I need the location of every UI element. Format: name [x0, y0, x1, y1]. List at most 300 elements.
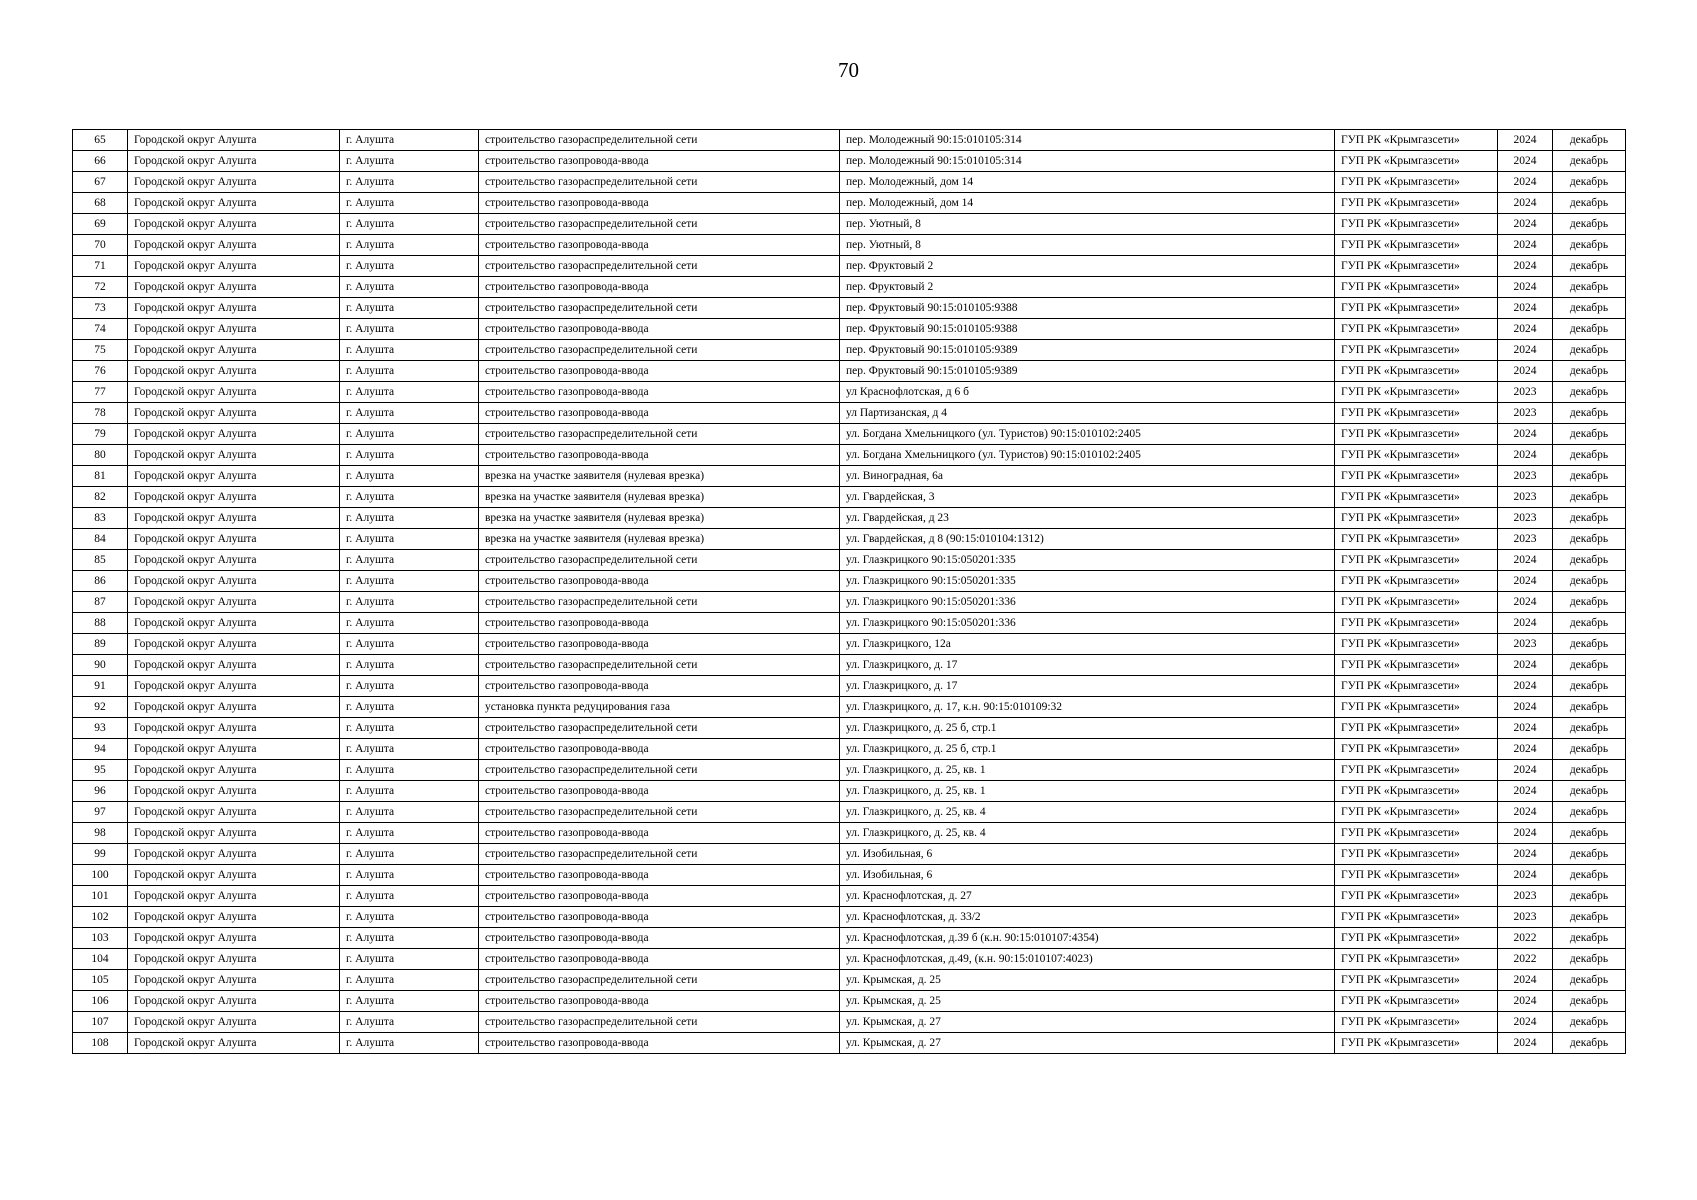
settlement-cell: г. Алушта: [340, 844, 479, 865]
table-row: [73, 466, 1626, 487]
municipality-cell: Городской округ Алушта: [128, 1012, 340, 1033]
settlement-cell: г. Алушта: [340, 445, 479, 466]
work-type-cell: строительство газопровода-ввода: [479, 676, 840, 697]
row-number: 94: [73, 739, 128, 760]
settlement-cell: г. Алушта: [340, 361, 479, 382]
year-cell: 2024: [1498, 697, 1553, 718]
month-cell: декабрь: [1553, 193, 1626, 214]
row-number: 70: [73, 235, 128, 256]
address-cell: ул. Глазкрицкого, д. 17: [840, 676, 1335, 697]
organization-cell: ГУП РК «Крымгазсети»: [1335, 697, 1498, 718]
address-cell: пер. Фруктовый 2: [840, 277, 1335, 298]
year-cell: 2024: [1498, 1012, 1553, 1033]
year-cell: 2024: [1498, 235, 1553, 256]
row-number: 71: [73, 256, 128, 277]
row-number: 86: [73, 571, 128, 592]
settlement-cell: г. Алушта: [340, 466, 479, 487]
year-cell: 2024: [1498, 655, 1553, 676]
table-row: [73, 928, 1626, 949]
work-type-cell: строительство газопровода-ввода: [479, 634, 840, 655]
row-number: 73: [73, 298, 128, 319]
table-row: [73, 529, 1626, 550]
work-type-cell: строительство газораспределительной сети: [479, 424, 840, 445]
work-type-cell: строительство газопровода-ввода: [479, 823, 840, 844]
row-number: 74: [73, 319, 128, 340]
table-row: [73, 865, 1626, 886]
work-type-cell: строительство газораспределительной сети: [479, 802, 840, 823]
year-cell: 2024: [1498, 592, 1553, 613]
settlement-cell: г. Алушта: [340, 571, 479, 592]
table-row: [73, 907, 1626, 928]
year-cell: 2024: [1498, 571, 1553, 592]
month-cell: декабрь: [1553, 991, 1626, 1012]
settlement-cell: г. Алушта: [340, 172, 479, 193]
work-type-cell: строительство газопровода-ввода: [479, 907, 840, 928]
table-row: [73, 1012, 1626, 1033]
month-cell: декабрь: [1553, 697, 1626, 718]
address-cell: ул. Краснофлотская, д. 33/2: [840, 907, 1335, 928]
address-cell: ул. Глазкрицкого, 12а: [840, 634, 1335, 655]
organization-cell: ГУП РК «Крымгазсети»: [1335, 256, 1498, 277]
municipality-cell: Городской округ Алушта: [128, 235, 340, 256]
address-cell: пер. Молодежный, дом 14: [840, 172, 1335, 193]
row-number: 72: [73, 277, 128, 298]
work-type-cell: строительство газораспределительной сети: [479, 844, 840, 865]
address-cell: пер. Фруктовый 90:15:010105:9388: [840, 298, 1335, 319]
table-row: [73, 403, 1626, 424]
address-cell: ул. Глазкрицкого, д. 25, кв. 4: [840, 802, 1335, 823]
address-cell: ул. Глазкрицкого, д. 25 б, стр.1: [840, 718, 1335, 739]
table-row: [73, 676, 1626, 697]
organization-cell: ГУП РК «Крымгазсети»: [1335, 319, 1498, 340]
row-number: 69: [73, 214, 128, 235]
page-number: 70: [838, 58, 859, 82]
settlement-cell: г. Алушта: [340, 235, 479, 256]
table-row: [73, 718, 1626, 739]
table-row: [73, 214, 1626, 235]
address-cell: пер. Фруктовый 2: [840, 256, 1335, 277]
address-cell: пер. Молодежный 90:15:010105:314: [840, 130, 1335, 151]
organization-cell: ГУП РК «Крымгазсети»: [1335, 634, 1498, 655]
work-type-cell: строительство газопровода-ввода: [479, 193, 840, 214]
month-cell: декабрь: [1553, 760, 1626, 781]
municipality-cell: Городской округ Алушта: [128, 760, 340, 781]
month-cell: декабрь: [1553, 130, 1626, 151]
organization-cell: ГУП РК «Крымгазсети»: [1335, 235, 1498, 256]
municipality-cell: Городской округ Алушта: [128, 949, 340, 970]
month-cell: декабрь: [1553, 928, 1626, 949]
municipality-cell: Городской округ Алушта: [128, 172, 340, 193]
table-row: [73, 613, 1626, 634]
organization-cell: ГУП РК «Крымгазсети»: [1335, 613, 1498, 634]
work-type-cell: строительство газопровода-ввода: [479, 949, 840, 970]
table-row: [73, 256, 1626, 277]
table-row: [73, 655, 1626, 676]
year-cell: 2024: [1498, 277, 1553, 298]
address-cell: ул. Глазкрицкого, д. 25, кв. 1: [840, 781, 1335, 802]
month-cell: декабрь: [1553, 823, 1626, 844]
row-number: 66: [73, 151, 128, 172]
organization-cell: ГУП РК «Крымгазсети»: [1335, 865, 1498, 886]
table-row: [73, 781, 1626, 802]
month-cell: декабрь: [1553, 718, 1626, 739]
month-cell: декабрь: [1553, 487, 1626, 508]
work-type-cell: строительство газораспределительной сети: [479, 655, 840, 676]
municipality-cell: Городской округ Алушта: [128, 739, 340, 760]
year-cell: 2023: [1498, 508, 1553, 529]
settlement-cell: г. Алушта: [340, 697, 479, 718]
work-type-cell: строительство газопровода-ввода: [479, 991, 840, 1012]
year-cell: 2024: [1498, 823, 1553, 844]
settlement-cell: г. Алушта: [340, 151, 479, 172]
year-cell: 2024: [1498, 1033, 1553, 1054]
municipality-cell: Городской округ Алушта: [128, 214, 340, 235]
municipality-cell: Городской округ Алушта: [128, 382, 340, 403]
row-number: 98: [73, 823, 128, 844]
year-cell: 2023: [1498, 886, 1553, 907]
row-number: 80: [73, 445, 128, 466]
month-cell: декабрь: [1553, 424, 1626, 445]
month-cell: декабрь: [1553, 1012, 1626, 1033]
municipality-cell: Городской округ Алушта: [128, 970, 340, 991]
table-row: [73, 277, 1626, 298]
organization-cell: ГУП РК «Крымгазсети»: [1335, 760, 1498, 781]
year-cell: 2024: [1498, 802, 1553, 823]
address-cell: ул. Глазкрицкого 90:15:050201:336: [840, 613, 1335, 634]
municipality-cell: Городской округ Алушта: [128, 718, 340, 739]
settlement-cell: г. Алушта: [340, 802, 479, 823]
municipality-cell: Городской округ Алушта: [128, 886, 340, 907]
table-row: [73, 760, 1626, 781]
address-cell: ул. Краснофлотская, д.49, (к.н. 90:15:010107:4023): [840, 949, 1335, 970]
table-row: [73, 508, 1626, 529]
table-row: [73, 823, 1626, 844]
month-cell: декабрь: [1553, 676, 1626, 697]
row-number: 102: [73, 907, 128, 928]
work-type-cell: врезка на участке заявителя (нулевая врезка): [479, 487, 840, 508]
table-body: [73, 130, 1626, 1054]
table-row: [73, 634, 1626, 655]
work-type-cell: строительство газопровода-ввода: [479, 886, 840, 907]
organization-cell: ГУП РК «Крымгазсети»: [1335, 928, 1498, 949]
work-type-cell: строительство газопровода-ввода: [479, 865, 840, 886]
year-cell: 2024: [1498, 424, 1553, 445]
address-cell: пер. Уютный, 8: [840, 214, 1335, 235]
address-cell: ул. Глазкрицкого, д. 25, кв. 4: [840, 823, 1335, 844]
settlement-cell: г. Алушта: [340, 298, 479, 319]
municipality-cell: Городской округ Алушта: [128, 781, 340, 802]
organization-cell: ГУП РК «Крымгазсети»: [1335, 781, 1498, 802]
address-cell: ул. Глазкрицкого 90:15:050201:336: [840, 592, 1335, 613]
work-type-cell: строительство газораспределительной сети: [479, 130, 840, 151]
row-number: 91: [73, 676, 128, 697]
year-cell: 2024: [1498, 172, 1553, 193]
month-cell: декабрь: [1553, 781, 1626, 802]
month-cell: декабрь: [1553, 802, 1626, 823]
table-row: [73, 487, 1626, 508]
settlement-cell: г. Алушта: [340, 949, 479, 970]
settlement-cell: г. Алушта: [340, 256, 479, 277]
organization-cell: ГУП РК «Крымгазсети»: [1335, 718, 1498, 739]
municipality-cell: Городской округ Алушта: [128, 907, 340, 928]
address-cell: ул. Краснофлотская, д.39 б (к.н. 90:15:010107:4354): [840, 928, 1335, 949]
municipality-cell: Городской округ Алушта: [128, 928, 340, 949]
settlement-cell: г. Алушта: [340, 550, 479, 571]
organization-cell: ГУП РК «Крымгазсети»: [1335, 403, 1498, 424]
row-number: 90: [73, 655, 128, 676]
organization-cell: ГУП РК «Крымгазсети»: [1335, 550, 1498, 571]
row-number: 81: [73, 466, 128, 487]
work-type-cell: строительство газораспределительной сети: [479, 550, 840, 571]
month-cell: декабрь: [1553, 256, 1626, 277]
table-row: [73, 802, 1626, 823]
address-cell: пер. Уютный, 8: [840, 235, 1335, 256]
row-number: 101: [73, 886, 128, 907]
row-number: 85: [73, 550, 128, 571]
address-cell: ул. Изобильная, 6: [840, 865, 1335, 886]
organization-cell: ГУП РК «Крымгазсети»: [1335, 676, 1498, 697]
organization-cell: ГУП РК «Крымгазсети»: [1335, 949, 1498, 970]
municipality-cell: Городской округ Алушта: [128, 256, 340, 277]
year-cell: 2024: [1498, 130, 1553, 151]
organization-cell: ГУП РК «Крымгазсети»: [1335, 655, 1498, 676]
organization-cell: ГУП РК «Крымгазсети»: [1335, 802, 1498, 823]
address-cell: пер. Молодежный 90:15:010105:314: [840, 151, 1335, 172]
work-type-cell: врезка на участке заявителя (нулевая врезка): [479, 508, 840, 529]
municipality-cell: Городской округ Алушта: [128, 151, 340, 172]
organization-cell: ГУП РК «Крымгазсети»: [1335, 298, 1498, 319]
table-row: [73, 571, 1626, 592]
address-cell: ул. Крымская, д. 25: [840, 970, 1335, 991]
address-cell: ул. Гвардейская, д 8 (90:15:010104:1312): [840, 529, 1335, 550]
settlement-cell: г. Алушта: [340, 340, 479, 361]
gasification-registry-table: [72, 129, 1626, 1054]
row-number: 65: [73, 130, 128, 151]
table-row: [73, 991, 1626, 1012]
month-cell: декабрь: [1553, 445, 1626, 466]
municipality-cell: Городской округ Алушта: [128, 823, 340, 844]
row-number: 77: [73, 382, 128, 403]
settlement-cell: г. Алушта: [340, 1012, 479, 1033]
table-row: [73, 172, 1626, 193]
settlement-cell: г. Алушта: [340, 991, 479, 1012]
settlement-cell: г. Алушта: [340, 739, 479, 760]
address-cell: пер. Молодежный, дом 14: [840, 193, 1335, 214]
year-cell: 2024: [1498, 865, 1553, 886]
work-type-cell: врезка на участке заявителя (нулевая врезка): [479, 466, 840, 487]
year-cell: 2024: [1498, 214, 1553, 235]
month-cell: декабрь: [1553, 571, 1626, 592]
row-number: 79: [73, 424, 128, 445]
settlement-cell: г. Алушта: [340, 907, 479, 928]
row-number: 78: [73, 403, 128, 424]
year-cell: 2024: [1498, 781, 1553, 802]
month-cell: декабрь: [1553, 298, 1626, 319]
address-cell: ул. Изобильная, 6: [840, 844, 1335, 865]
month-cell: декабрь: [1553, 844, 1626, 865]
row-number: 95: [73, 760, 128, 781]
municipality-cell: Городской округ Алушта: [128, 298, 340, 319]
year-cell: 2022: [1498, 949, 1553, 970]
address-cell: ул Партизанская, д 4: [840, 403, 1335, 424]
row-number: 84: [73, 529, 128, 550]
table-row: [73, 151, 1626, 172]
municipality-cell: Городской округ Алушта: [128, 697, 340, 718]
month-cell: декабрь: [1553, 739, 1626, 760]
year-cell: 2024: [1498, 319, 1553, 340]
work-type-cell: строительство газопровода-ввода: [479, 445, 840, 466]
month-cell: декабрь: [1553, 235, 1626, 256]
work-type-cell: строительство газораспределительной сети: [479, 760, 840, 781]
municipality-cell: Городской округ Алушта: [128, 340, 340, 361]
municipality-cell: Городской округ Алушта: [128, 865, 340, 886]
organization-cell: ГУП РК «Крымгазсети»: [1335, 907, 1498, 928]
month-cell: декабрь: [1553, 403, 1626, 424]
settlement-cell: г. Алушта: [340, 613, 479, 634]
month-cell: декабрь: [1553, 214, 1626, 235]
organization-cell: ГУП РК «Крымгазсети»: [1335, 1033, 1498, 1054]
address-cell: ул. Глазкрицкого 90:15:050201:335: [840, 550, 1335, 571]
month-cell: декабрь: [1553, 970, 1626, 991]
municipality-cell: Городской округ Алушта: [128, 550, 340, 571]
settlement-cell: г. Алушта: [340, 676, 479, 697]
work-type-cell: строительство газораспределительной сети: [479, 970, 840, 991]
year-cell: 2024: [1498, 739, 1553, 760]
settlement-cell: г. Алушта: [340, 823, 479, 844]
municipality-cell: Городской округ Алушта: [128, 655, 340, 676]
organization-cell: ГУП РК «Крымгазсети»: [1335, 886, 1498, 907]
row-number: 104: [73, 949, 128, 970]
address-cell: ул Краснофлотская, д 6 б: [840, 382, 1335, 403]
organization-cell: ГУП РК «Крымгазсети»: [1335, 172, 1498, 193]
municipality-cell: Городской округ Алушта: [128, 1033, 340, 1054]
organization-cell: ГУП РК «Крымгазсети»: [1335, 466, 1498, 487]
table-row: [73, 886, 1626, 907]
settlement-cell: г. Алушта: [340, 193, 479, 214]
row-number: 105: [73, 970, 128, 991]
municipality-cell: Городской округ Алушта: [128, 319, 340, 340]
row-number: 92: [73, 697, 128, 718]
address-cell: ул. Богдана Хмельницкого (ул. Туристов) 90:15:010102:2405: [840, 445, 1335, 466]
municipality-cell: Городской округ Алушта: [128, 634, 340, 655]
settlement-cell: г. Алушта: [340, 487, 479, 508]
month-cell: декабрь: [1553, 655, 1626, 676]
work-type-cell: строительство газораспределительной сети: [479, 298, 840, 319]
month-cell: декабрь: [1553, 340, 1626, 361]
year-cell: 2024: [1498, 760, 1553, 781]
settlement-cell: г. Алушта: [340, 970, 479, 991]
year-cell: 2024: [1498, 151, 1553, 172]
settlement-cell: г. Алушта: [340, 130, 479, 151]
month-cell: декабрь: [1553, 886, 1626, 907]
municipality-cell: Городской округ Алушта: [128, 466, 340, 487]
organization-cell: ГУП РК «Крымгазсети»: [1335, 193, 1498, 214]
year-cell: 2024: [1498, 361, 1553, 382]
organization-cell: ГУП РК «Крымгазсети»: [1335, 1012, 1498, 1033]
work-type-cell: строительство газопровода-ввода: [479, 1033, 840, 1054]
municipality-cell: Городской округ Алушта: [128, 529, 340, 550]
municipality-cell: Городской округ Алушта: [128, 130, 340, 151]
row-number: 82: [73, 487, 128, 508]
settlement-cell: г. Алушта: [340, 886, 479, 907]
municipality-cell: Городской округ Алушта: [128, 613, 340, 634]
organization-cell: ГУП РК «Крымгазсети»: [1335, 151, 1498, 172]
month-cell: декабрь: [1553, 529, 1626, 550]
work-type-cell: строительство газораспределительной сети: [479, 172, 840, 193]
month-cell: декабрь: [1553, 466, 1626, 487]
month-cell: декабрь: [1553, 613, 1626, 634]
table-row: [73, 949, 1626, 970]
municipality-cell: Городской округ Алушта: [128, 277, 340, 298]
settlement-cell: г. Алушта: [340, 319, 479, 340]
settlement-cell: г. Алушта: [340, 424, 479, 445]
work-type-cell: строительство газопровода-ввода: [479, 235, 840, 256]
organization-cell: ГУП РК «Крымгазсети»: [1335, 214, 1498, 235]
work-type-cell: установка пункта редуцирования газа: [479, 697, 840, 718]
table-row: [73, 319, 1626, 340]
municipality-cell: Городской округ Алушта: [128, 991, 340, 1012]
row-number: 76: [73, 361, 128, 382]
settlement-cell: г. Алушта: [340, 634, 479, 655]
organization-cell: ГУП РК «Крымгазсети»: [1335, 424, 1498, 445]
work-type-cell: строительство газопровода-ввода: [479, 613, 840, 634]
table-row: [73, 382, 1626, 403]
work-type-cell: строительство газопровода-ввода: [479, 571, 840, 592]
municipality-cell: Городской округ Алушта: [128, 592, 340, 613]
settlement-cell: г. Алушта: [340, 718, 479, 739]
table-row: [73, 697, 1626, 718]
municipality-cell: Городской округ Алушта: [128, 445, 340, 466]
organization-cell: ГУП РК «Крымгазсети»: [1335, 529, 1498, 550]
organization-cell: ГУП РК «Крымгазсети»: [1335, 340, 1498, 361]
table-row: [73, 739, 1626, 760]
address-cell: ул. Глазкрицкого, д. 25, кв. 1: [840, 760, 1335, 781]
work-type-cell: строительство газопровода-ввода: [479, 361, 840, 382]
month-cell: декабрь: [1553, 634, 1626, 655]
municipality-cell: Городской округ Алушта: [128, 361, 340, 382]
row-number: 107: [73, 1012, 128, 1033]
organization-cell: ГУП РК «Крымгазсети»: [1335, 487, 1498, 508]
settlement-cell: г. Алушта: [340, 928, 479, 949]
municipality-cell: Городской округ Алушта: [128, 676, 340, 697]
table-row: [73, 844, 1626, 865]
year-cell: 2022: [1498, 928, 1553, 949]
organization-cell: ГУП РК «Крымгазсети»: [1335, 445, 1498, 466]
row-number: 97: [73, 802, 128, 823]
row-number: 99: [73, 844, 128, 865]
table-row: [73, 970, 1626, 991]
row-number: 89: [73, 634, 128, 655]
year-cell: 2023: [1498, 382, 1553, 403]
organization-cell: ГУП РК «Крымгазсети»: [1335, 592, 1498, 613]
year-cell: 2023: [1498, 529, 1553, 550]
table-row: [73, 592, 1626, 613]
month-cell: декабрь: [1553, 949, 1626, 970]
work-type-cell: строительство газопровода-ввода: [479, 403, 840, 424]
table-row: [73, 130, 1626, 151]
row-number: 83: [73, 508, 128, 529]
year-cell: 2024: [1498, 340, 1553, 361]
year-cell: 2024: [1498, 718, 1553, 739]
year-cell: 2024: [1498, 445, 1553, 466]
month-cell: декабрь: [1553, 1033, 1626, 1054]
organization-cell: ГУП РК «Крымгазсети»: [1335, 844, 1498, 865]
settlement-cell: г. Алушта: [340, 760, 479, 781]
work-type-cell: врезка на участке заявителя (нулевая врезка): [479, 529, 840, 550]
address-cell: ул. Виноградная, 6а: [840, 466, 1335, 487]
settlement-cell: г. Алушта: [340, 1033, 479, 1054]
row-number: 87: [73, 592, 128, 613]
